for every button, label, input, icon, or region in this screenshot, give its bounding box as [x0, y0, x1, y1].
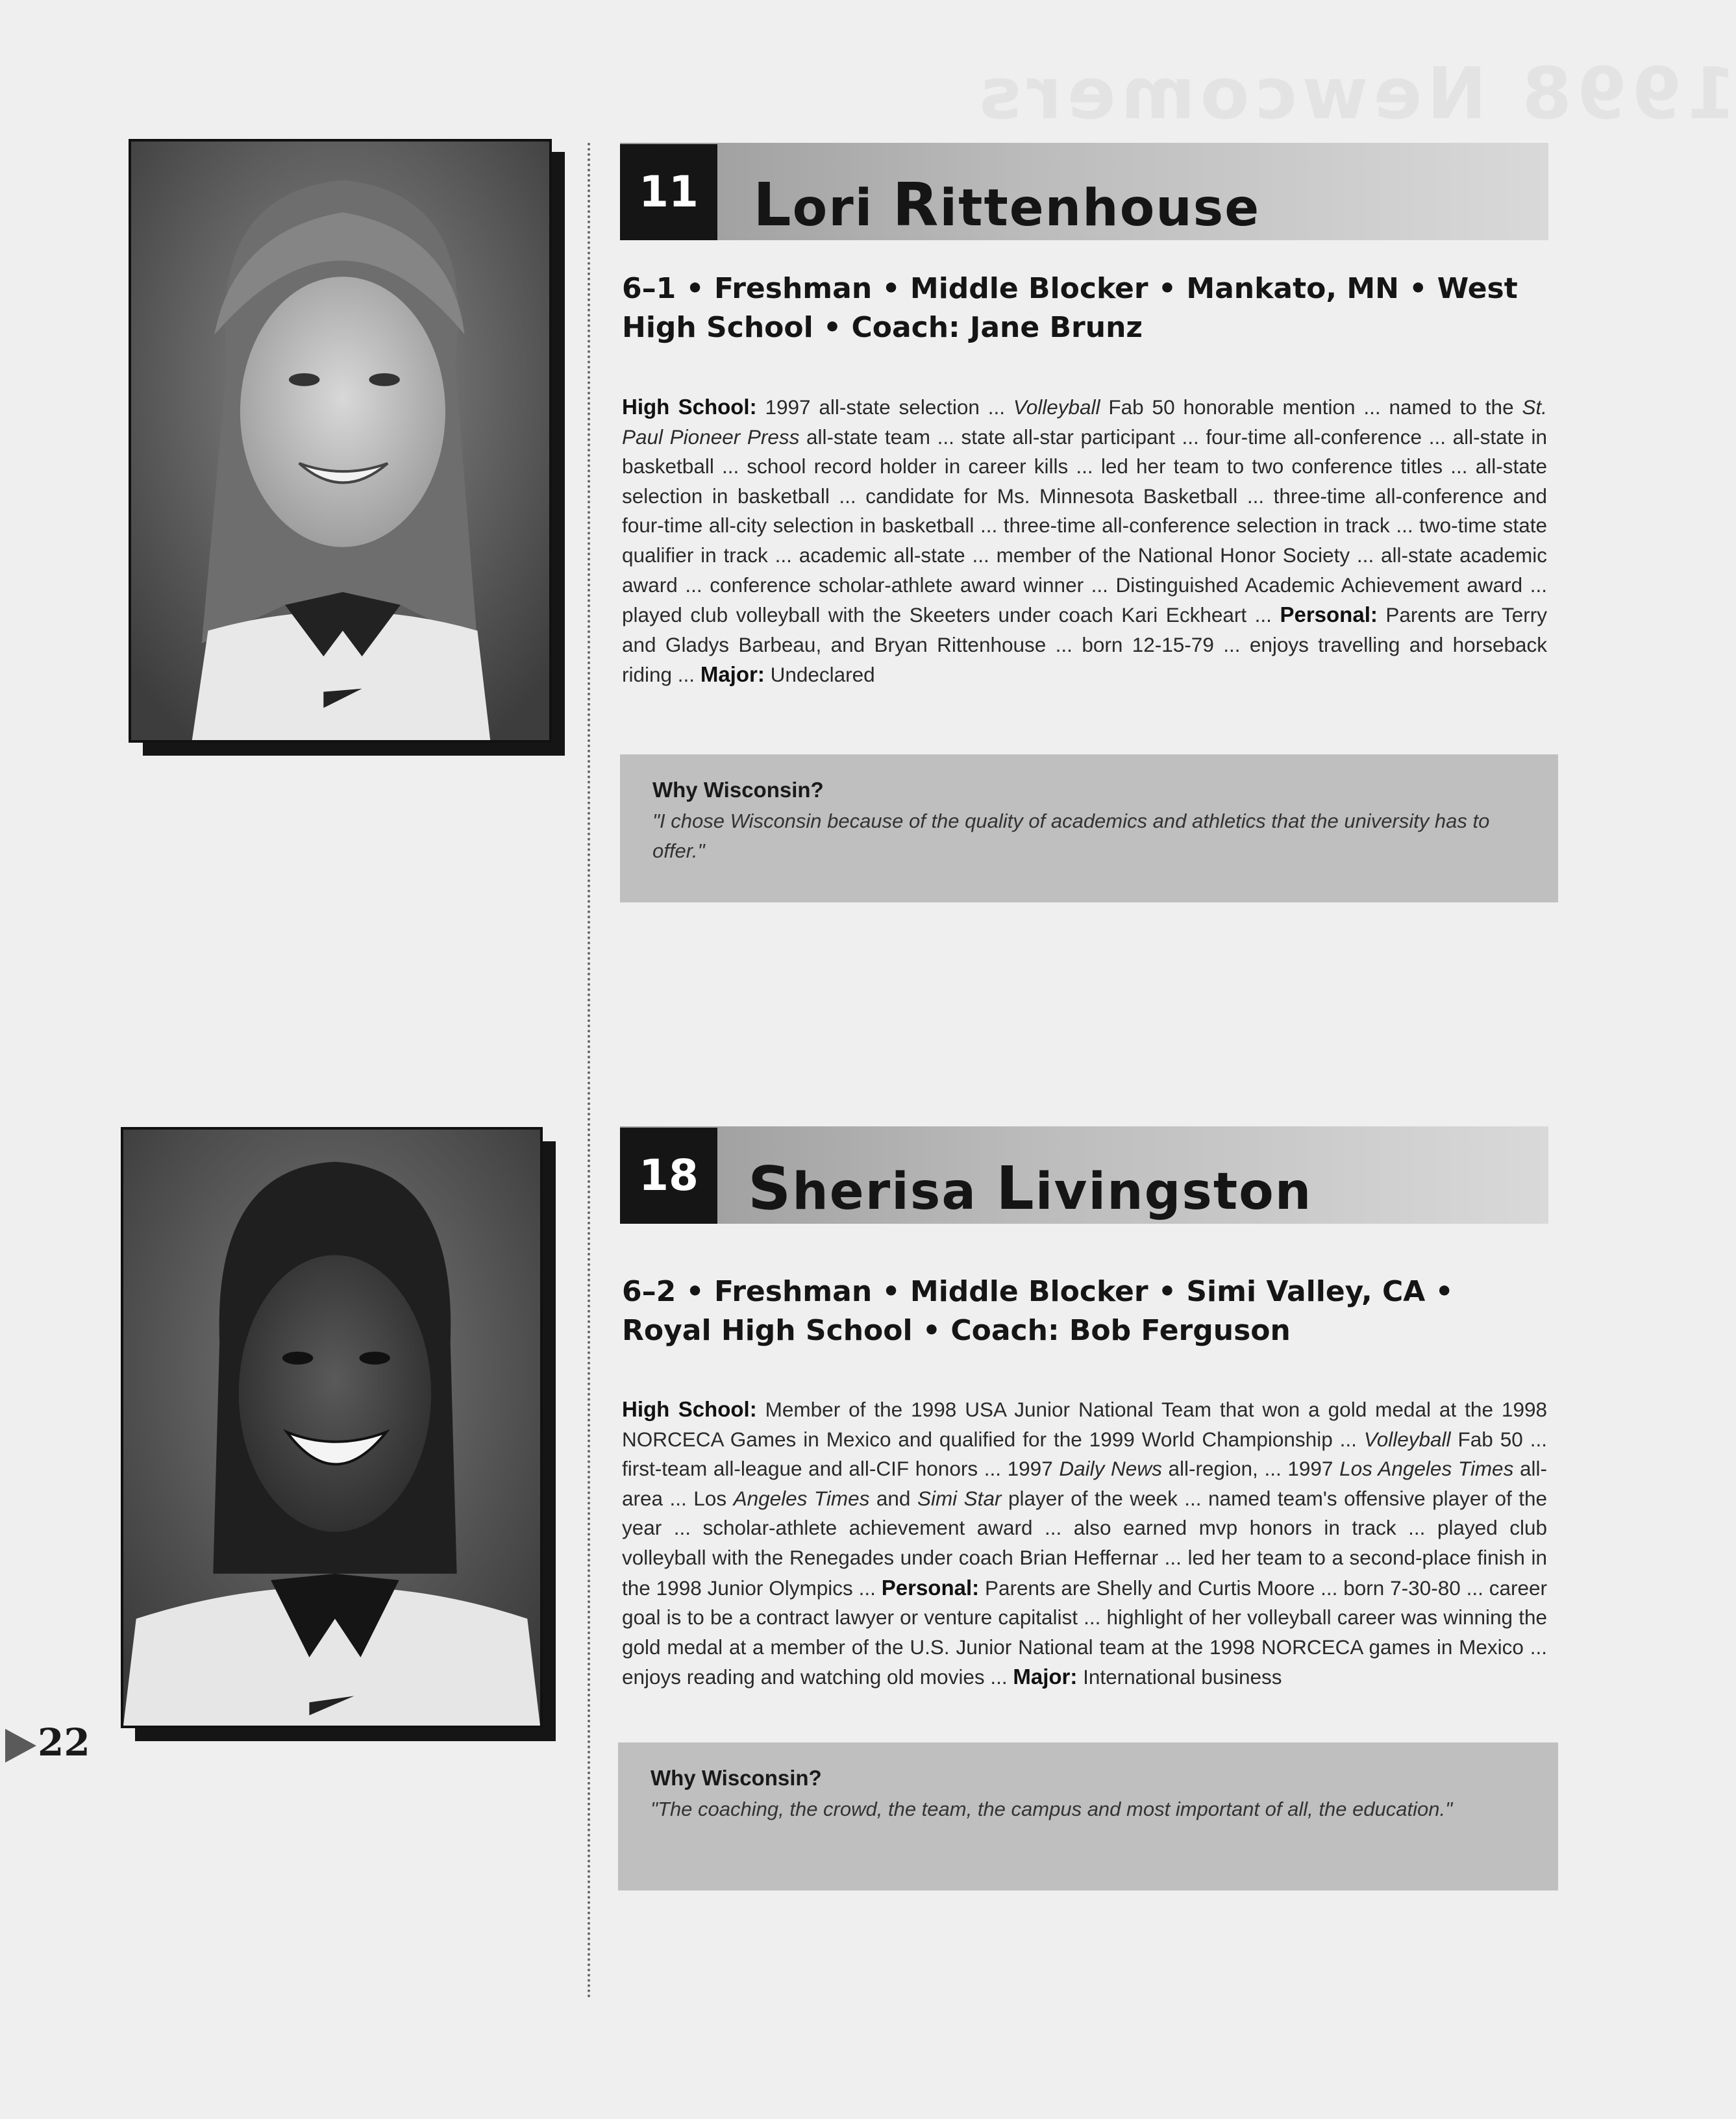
why-wisconsin-title: Why Wisconsin?: [651, 1766, 822, 1790]
bio-summary: 6–1 • Freshman • Middle Blocker • Mankato, MN • West High School • Coach: Jane Brunz: [622, 272, 1518, 344]
bio-text: High School: 1997 all-state selection ... Volleyball Fab 50 honorable mention ... named to the St. Paul Pioneer Press all-state team ... state all-star participant ... four-time all-conference ... all-state in basketball ... school record holder in career kills ... led her team to two conference titles ... all-state selection in basketball ... candidate for Ms. Minnesota Basketball ... three-time all-conference and four-time all-city selection in basketball ... three-time all-conference selection in track ... two-time state qualifier in track ... academic all-state ... member of the National Honor Society ... all-state academic award ... conference scholar-athlete award winner ... Distinguished Academic Achievement award ... played club volleyball with the Skeeters under coach Kari Eckheart ... Personal: Parents are Terry and Gladys Barbeau, and Bryan Rittenhouse ... born 12-15-79 ... enjoys travelling and horseback riding ... Major: Undeclared: [622, 395, 1547, 687]
personal-label: Personal:: [1280, 602, 1378, 627]
high-school-label: High School:: [622, 395, 757, 419]
page-number: 22: [5, 1720, 90, 1765]
player-name: Sherisa Livingston: [748, 1154, 1313, 1223]
why-wisconsin-box: [618, 1742, 1558, 1890]
why-wisconsin-quote: "I chose Wisconsin because of the quality of academics and athletics that the university has to offer.": [652, 810, 1490, 862]
why-wisconsin-title: Why Wisconsin?: [652, 778, 824, 802]
why-wisconsin-box: [620, 754, 1558, 902]
player-name: Lori Rittenhouse: [753, 170, 1261, 240]
bio-text: High School: Member of the 1998 USA Junior National Team that won a gold medal at the 1998 NORCECA Games in Mexico and qualified for the 1999 World Championship ... Volleyball Fab 50 ... first-team all-league and all-CIF honors ... 1997 Daily News all-region, ... 1997 Los Angeles Times all-area ... Los Angeles Times and Simi Star player of the week ... named team's offensive player of the year ... scholar-athlete achievement award ... also earned mvp honors in track ... played club volleyball with the Renegades under coach Brian Heffernar ... led her team to a second-place finish in the 1998 Junior Olympics ... Personal: Parents are Shelly and Curtis Moore ... born 7-30-80 ... career goal is to be a contract lawyer or venture capitalist ... highlight of her volleyball career was winning the gold medal at a member of the U.S. Junior National team at the 1998 NORCECA games in Mexico ... enjoys reading and watching old movies ... Major: International business: [622, 1397, 1548, 1689]
portrait-image: [123, 1130, 540, 1726]
portrait-image: [131, 142, 549, 740]
why-wisconsin-quote: "The coaching, the crowd, the team, the campus and most important of all, the education.": [651, 1798, 1453, 1820]
running-title-bleed: 1998 Newcomers: [974, 52, 1736, 135]
jersey-number: 11: [620, 144, 717, 240]
personal-label: Personal:: [881, 1575, 980, 1600]
bio-summary: 6–2 • Freshman • Middle Blocker • Simi Valley, CA • Royal High School • Coach: Bob Ferguson: [622, 1275, 1454, 1347]
column-divider: [588, 143, 590, 2000]
jersey-number: 18: [620, 1128, 717, 1224]
high-school-label: High School:: [622, 1397, 757, 1421]
major-label: Major:: [1013, 1665, 1078, 1689]
major-label: Major:: [700, 662, 765, 687]
page-arrow-icon: [5, 1729, 36, 1763]
